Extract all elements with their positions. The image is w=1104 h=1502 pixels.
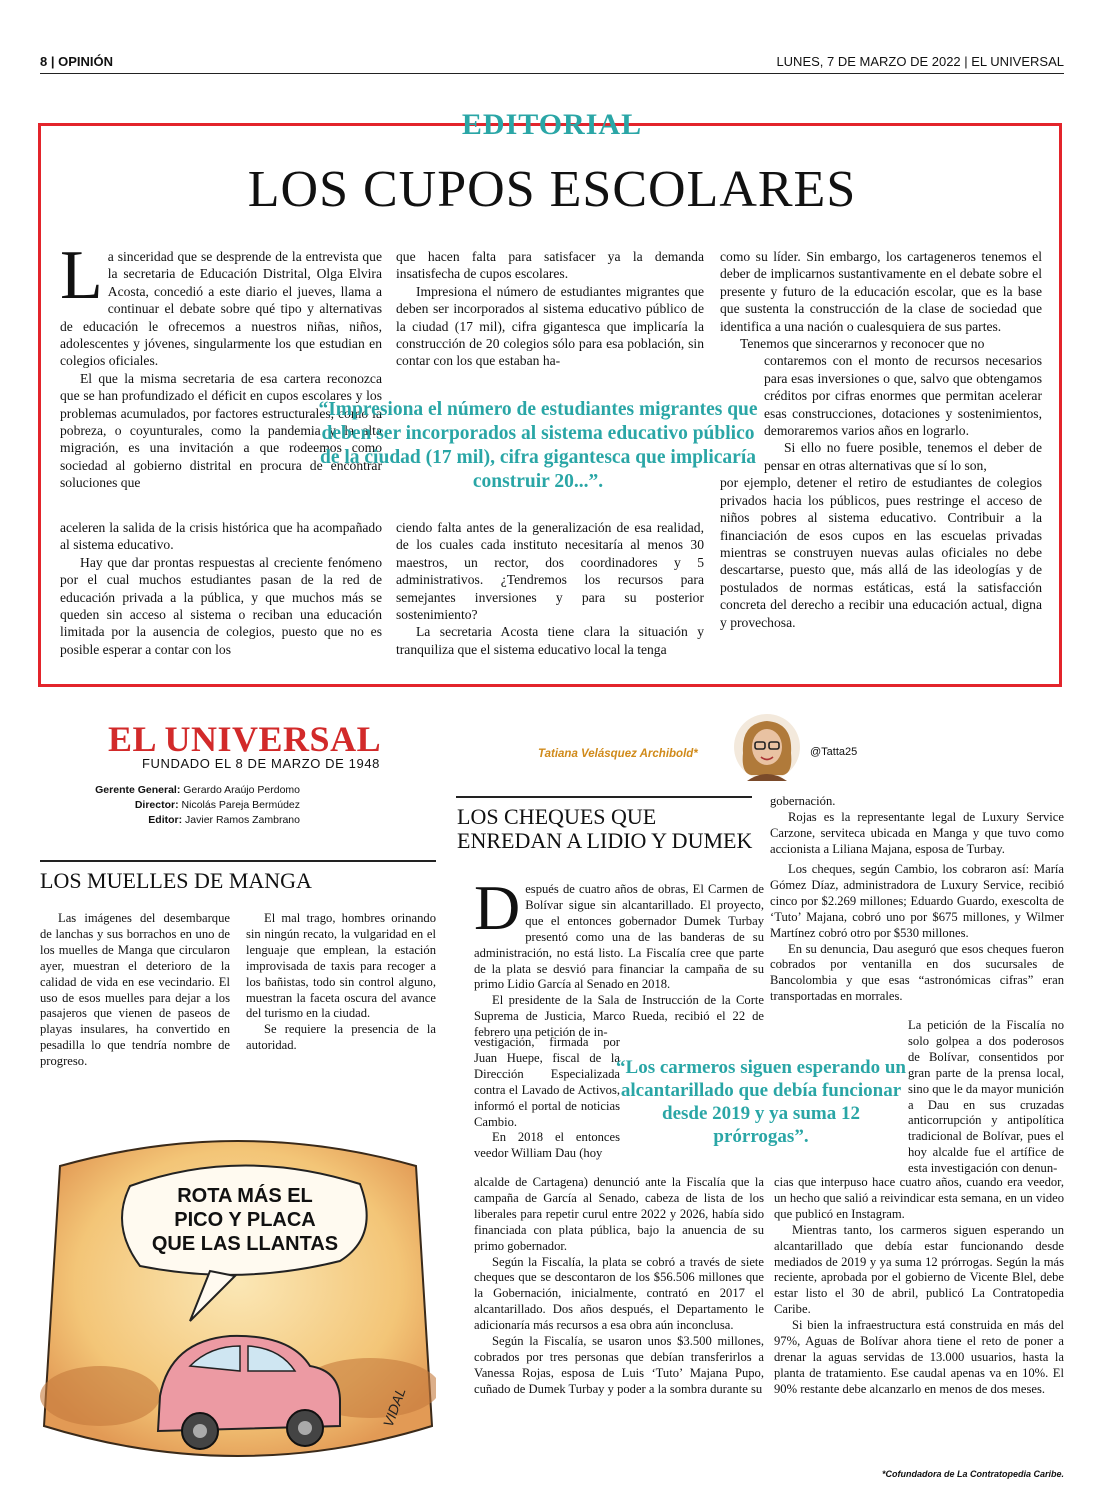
cheques-column-left-2 (474, 1035, 620, 1162)
editorial-paragraph: Impresiona el número de estudiantes migrantes que deben ser incorporados al sistema educativo público de la ciudad (17 mil), cifra gigantesca que implicaría la construcción de 20 colegios sólo para esa población, sin contar con los que estaban ha- (396, 283, 704, 369)
cheques-paragraph: vestigación, firmada por Juan Huepe, fiscal de la Dirección Especializada contra el Lavado de Activos, informó el portal de noticias Cambio. (474, 1035, 620, 1129)
editorial-paragraph: Si ello no fuere posible, tenemos el deber de pensar en otras alternativas que sí lo son, (764, 440, 1042, 473)
page-section-header: 8 | OPINIÓN (40, 54, 113, 69)
cartoon-signature: VIDAL (379, 1385, 409, 1430)
cheques-paragraph: cias que interpuso hace cuatro años, cuando era veedor, un hecho que salió a reivindicar esta semana, en un video que publicó en Instagram. (774, 1175, 1064, 1221)
cheques-paragraph: Los cheques, según Cambio, los cobraron así: María Gómez Díaz, administradora de Luxury Service, recibió cinco por $2.269 millones; Eduardo Guardo, exescolta de ‘Tuto’ Majana, cobró uno por $675 millones, y Wilmer Martínez cobró otro por $530 millones. (770, 862, 1064, 940)
cheques-paragraph: En su denuncia, Dau aseguró que esos cheques fueron cobrados por ventanilla en dos sucursales de Bancolombia y que esas “astronómicas cifras” eran transportadas en morrales. (770, 941, 1064, 1004)
author-name: Tatiana Velásquez Archibold* (538, 748, 698, 760)
muelles-divider (40, 860, 436, 862)
cheques-paragraph: En 2018 el entonces veedor William Dau (hoy (474, 1130, 620, 1161)
editorial-dropcap: L (60, 237, 103, 314)
masthead-director: Director: Nicolás Pareja Bermúdez (134, 799, 300, 811)
editorial-paragraph: Hay que dar prontas respuestas al creciente fenómeno por el cual muchos estudiantes pasan de la red de educación privada a la pública, y que muchos más se queden sin acceso al sistema o reciban una educación limitada por la ausencia de colegios, puesto que no es posible esperar a contar con los (60, 554, 382, 657)
cheques-paragraph: Si bien la infraestructura está construida en más del 97%, Aguas de Bolívar ahora tiene el reto de poner a drenar la aguas servidas de 13.000 usuarios, hasta la planta de tratamiento. Ese caudal apenas va en 10%. El 90% restante debe alcanzarlo en menos de dos meses. (774, 1318, 1064, 1396)
date-paper-header: LUNES, 7 DE MARZO DE 2022 | EL UNIVERSAL (776, 54, 1064, 69)
editorial-paragraph: por ejemplo, detener el retiro de estudiantes de colegios privados hacia los públicos, pues restringe el acceso de niños pobres al sistema educativo. Contribuir a la financiación de esos cupos en las escuelas privadas mientras se construyen nuevas aulas oficiales no debe descartarse, puesto que, más allá de las ideologías y de postulados de normas estáticas, está la satisfacción concreta del derecho a recibir una educación actual, digna y provechosa. (720, 475, 1042, 630)
cheques-paragraph: El presidente de la Sala de Instrucción de la Corte Suprema de Justicia, Marco Rueda, recibió el 22 de febrero una petición de in- (474, 993, 764, 1040)
cheques-paragraph: Según la Fiscalía, la plata se cobró a través de siete cheques que se descontaron de los $56.506 millones que la Gobernación, inicialmente, contrató en 2017 el alcantarillado. Dos años después, el Departamento le adicionaría más recursos a esa obra aún inconclusa. (474, 1254, 764, 1333)
editorial-paragraph: La secretaria Acosta tiene clara la situación y tranquiliza que el sistema educativo local la tenga (396, 624, 704, 657)
muelles-paragraph: Las imágenes del desembarque de lanchas y sus borrachos en uno de los muelles de Manga que circularon ayer, muestran el deterioro de la calidad de vida en ese vecindario. El uso de esos muelles para dejar a los pasajeros que vienen de paseos de playas insulares, ha convertido en pesadilla lo que tendría nombre de progreso. (40, 911, 230, 1069)
cheques-divider (456, 796, 752, 798)
cheques-column-left-1 (474, 872, 764, 1041)
editorial-paragraph: a sinceridad que se desprende de la entrevista que la secretaria de Educación Distrital, Olga Elvira Acosta, concedió a este diario el jueves, llama a continuar el debate sobre qué tipo y alternativas de educación le ofrecemos a nuestros niñas, niños, adolescentes y jóvenes, singularmente los que estudian en colegios oficiales. (60, 249, 382, 369)
editorial-paragraph: como su líder. Sin embargo, los cartageneros tenemos el deber de implicarnos sustantivamente en el debate sobre el presente y futuro de la educación escolar, que es la base que sustenta la construcción de la clase de sociedad que identifica a una nación o cualesquiera de sus partes. (720, 249, 1042, 334)
cheques-paragraph: espués de cuatro años de obras, El Carmen de Bolívar sigue sin alcantarillado. El proyecto, que el entonces gobernador Dumek Turbay presentó como una de las banderas de su administración, no está listo. La Fiscalía cree que parte de la plata se desvió para financiar la campaña de su primo Lidio García al Senado en 2018. (474, 882, 764, 992)
masthead-gerente: Gerente General: Gerardo Araújo Perdomo (95, 784, 300, 796)
speech-line-1: ROTA MÁS EL (177, 1185, 313, 1207)
cheques-footnote: *Cofundadora de La Contratopedia Caribe. (881, 1469, 1064, 1479)
editorial-paragraph: que hacen falta para satisfacer ya la demanda insatisfecha de cupos escolares. (396, 249, 704, 282)
editorial-paragraph: ciendo falta antes de la generalización de esa realidad, de los cuales cada instituto necesitaría al menos 30 maestros, un rector, dos coordinadores y 5 administrativos. ¿Tendremos los recursos para semejantes inversiones y para su posterior sostenimiento? (396, 520, 704, 623)
cheques-paragraph: La petición de la Fiscalía no solo golpea a dos poderosos de Bolívar, consentidos por gran parte de la prensa local, sino que le da mayor munición a Dau en sus cruzadas anticorrupción y antipolítica tradicional de Bolívar, pues el hoy alcalde fue el artífice de esta investigación con denun- (908, 1018, 1064, 1176)
editorial-label: EDITORIAL (461, 108, 643, 141)
editorial-paragraph: contaremos con el monto de recursos necesarios para esas inversiones o que, salvo que obtengamos créditos por cifras enormes que permitan acelerar esas construcciones, dotaciones y sostenimientos, demoraremos varios años en lograrlo. (764, 353, 1042, 439)
masthead-founded: FUNDADO EL 8 DE MARZO DE 1948 (142, 756, 380, 771)
cheques-column-right-mid (770, 862, 1064, 1005)
cheques-lower-left (474, 1175, 764, 1398)
header-divider (40, 73, 1064, 74)
cheques-title: LOS CHEQUES QUE ENREDAN A LIDIO Y DUMEK (457, 804, 753, 853)
editorial-column-1-lower (60, 519, 382, 658)
author-handle: @Tatta25 (810, 746, 858, 758)
muelles-column-1 (40, 911, 230, 1070)
editorial-paragraph: aceleren la salida de la crisis histórica que ha acompañado al sistema educativo. (60, 520, 382, 553)
muelles-title: LOS MUELLES DE MANGA (40, 868, 312, 893)
masthead-editor: Editor: Javier Ramos Zambrano (148, 814, 300, 826)
cheques-paragraph: Según la Fiscalía, se usaron unos $3.500 millones, cobrados por tres personas que debían transferirlos a Vanessa Rojas, esposa de Luis ‘Tuto’ Majana Pupo, cuñado de Dumek Turbay y poder a la sombra durante su (474, 1334, 764, 1396)
cheques-lower-right (774, 1175, 1064, 1398)
author-avatar (733, 713, 801, 781)
masthead-logo: EL UNIVERSAL (108, 719, 382, 759)
cheques-paragraph: Mientras tanto, los carmeros siguen esperando un alcantarillado que debía estar funcionando desde mediados de 2019 y ya suma 12 prórrogas. Según la más reciente, aprobada por el gobierno de Vicente Blel, debe estar listo el 30 de abril, publicó La Contratopedia Caribe. (774, 1222, 1064, 1317)
cheques-lower-body (474, 1175, 1064, 1398)
cheques-paragraph: gobernación. (770, 794, 836, 808)
speech-line-3: QUE LAS LLANTAS (151, 1233, 339, 1255)
editorial-title: LOS CUPOS ESCOLARES (247, 161, 857, 218)
editorial-paragraph: El que la misma secretaria de esa cartera reconozca que se han profundizado el déficit en cupos escolares y los problemas acumulados, por factores estructurales, como la pobreza, o coyunturales, como la pandemia y la alta migración, es una invitación a que rodeemos como sociedad al gobierno distrital en procura de encontrar soluciones que (60, 370, 382, 491)
editorial-column-3 (720, 248, 1042, 631)
muelles-paragraph: Se requiere la presencia de la autoridad. (246, 1022, 436, 1053)
muelles-column-2 (246, 911, 436, 1054)
editorial-paragraph: Tenemos que sincerarnos y reconocer que no (740, 336, 985, 352)
muelles-paragraph: El mal trago, hombres orinando sin ningún recato, la vulgaridad en el lenguaje que emplean, la estación improvisada de taxis para recoger a los bañistas, todo sin control alguno, muestran la faceta oscura del avance del turismo en la ciudad. (246, 911, 436, 1021)
editorial-cartoon (40, 1126, 436, 1496)
cheques-column-right-top (770, 794, 1064, 858)
editorial-column-2 (396, 248, 704, 370)
cheques-paragraph: Rojas es la representante legal de Luxury Service Carzone, serviteca ubicada en Manga y que tuvo como accionista a Liliana Majana, esposa de Turbay. (770, 809, 1064, 856)
cheques-dropcap: D (474, 872, 521, 943)
cheques-pull-quote: “Los carmeros siguen esperando un alcantarillado que debía funcionar desde 2019 y ya suma 12 prórrogas”. (616, 1057, 906, 1147)
editorial-pull-quote: “Impresiona el número de estudiantes migrantes que deben ser incorporados al sistema educativo público de la ciudad (17 mil), cifra gigantesca que implicaría construir 20...”. (318, 399, 758, 492)
speech-line-2: PICO Y PLACA (174, 1209, 316, 1231)
editorial-column-2-lower (396, 519, 704, 658)
cheques-paragraph: alcalde de Cartagena) denunció ante la Fiscalía que la campaña de García al Senado, cabeza de lista de los liberales para repetir curul entre 2022 y 2026, había sido financiada con plata pública, bajo la anuencia de su primo gobernador. (474, 1175, 764, 1253)
